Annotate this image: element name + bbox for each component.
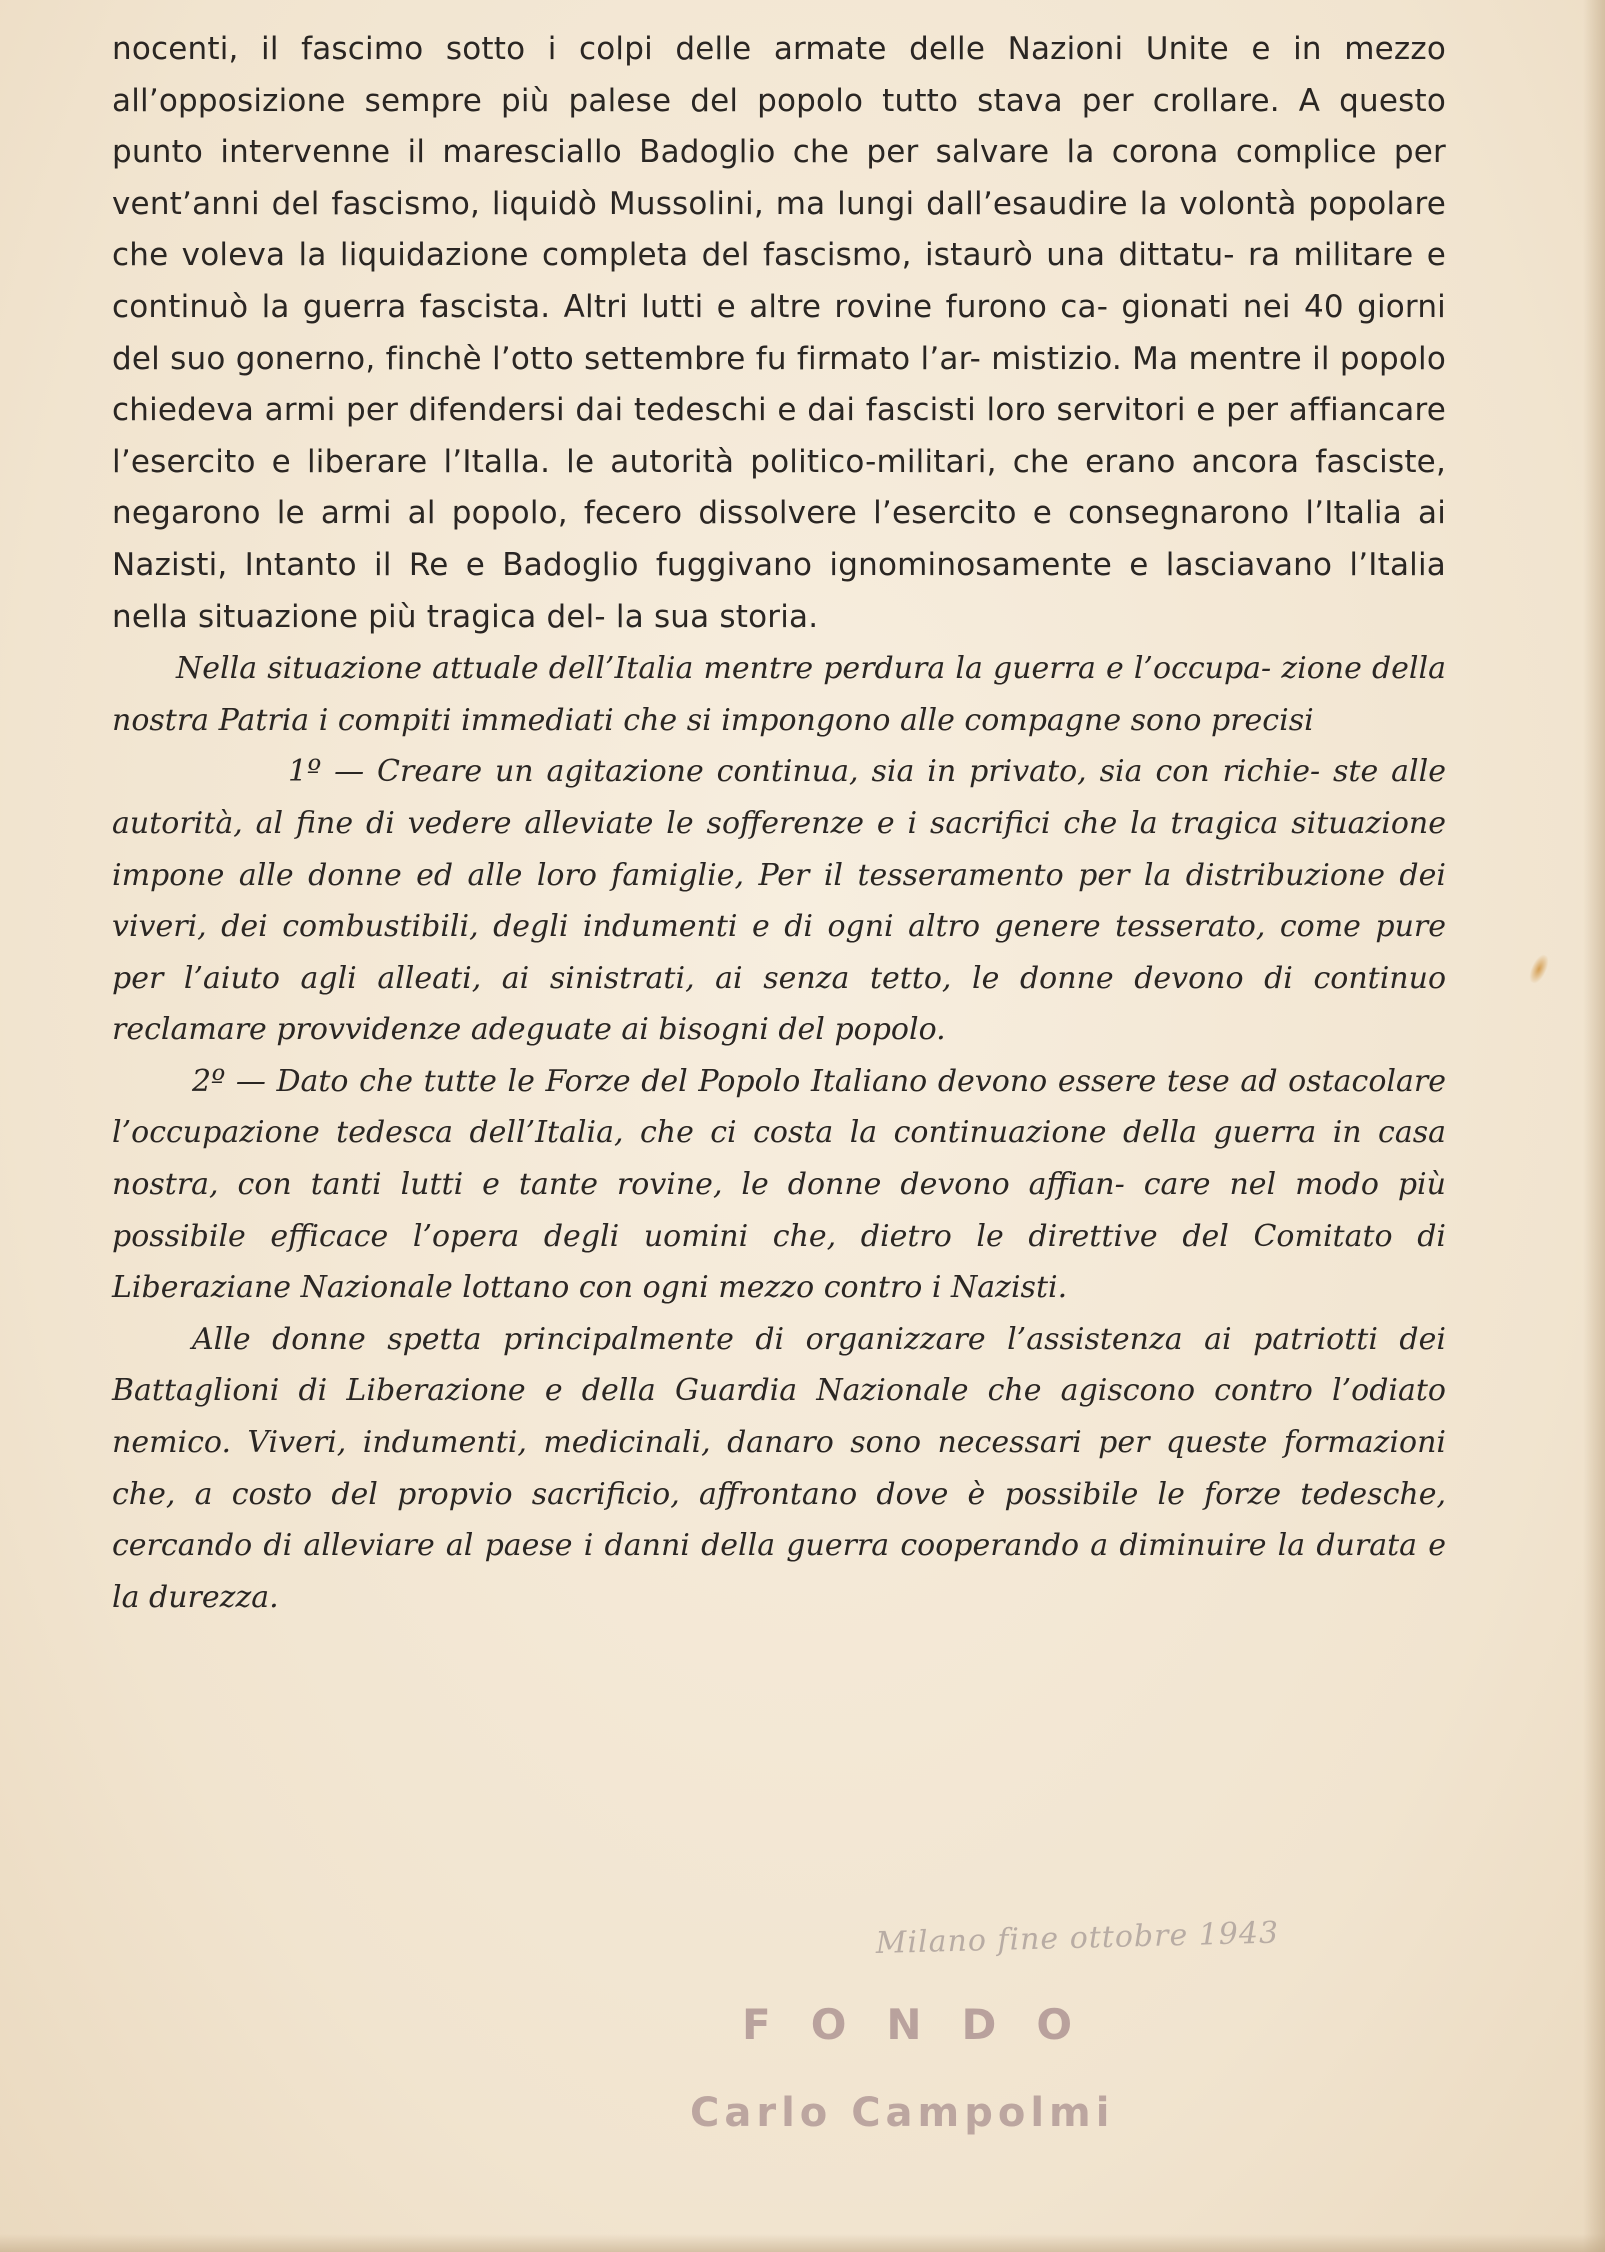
text-line: del Comitato di Liberaziane Nazionale lottano con ogni mezzo contro i Nazisti. bbox=[112, 1218, 1447, 1306]
text-line: gionati nei 40 giorni del suo gonerno, finchè l’otto settembre fu firmato l’ar- bbox=[112, 288, 1446, 377]
text-line: politico-militari, che erano ancora fasciste, negarono le armi al popolo, fecero bbox=[112, 443, 1446, 532]
text-line: l’odiato nemico. Viveri, indumenti, medicinali, danaro sono necessari per queste bbox=[112, 1373, 1446, 1461]
text-line: tragica situazione impone alle donne ed alle loro famiglie, Per il tesseramento bbox=[112, 805, 1446, 893]
text-line: fuggivano ignominosamente e lasciavano l’Italia nella situazione più tragica del- bbox=[112, 546, 1446, 635]
text-line: zione della nostra Patria i compiti immediati che si impongono alle compagne bbox=[112, 651, 1446, 738]
document-body bbox=[112, 24, 1446, 1623]
text-line: ra militare e continuò la guerra fascista. Altri lutti e altre rovine furono ca- bbox=[112, 237, 1447, 325]
text-line: formazioni che, a costo del propvio sacrificio, affrontano dove è possibile le bbox=[112, 1425, 1446, 1512]
text-line: ostacolare l’occupazione tedesca dell’Italia, che ci costa la continuazione della bbox=[112, 1063, 1446, 1151]
text-line: Alle donne spetta principalmente di organizzare l’assistenza ai patriotti bbox=[192, 1321, 1378, 1357]
text-line: popolo. bbox=[834, 1012, 946, 1048]
paper-stain bbox=[1526, 952, 1551, 985]
paragraph bbox=[112, 643, 1446, 746]
paragraph bbox=[112, 1314, 1446, 1624]
text-line: care nel modo più possibile efficace l’opera degli uomini che, dietro le direttive bbox=[112, 1167, 1446, 1254]
text-line: dissolvere l’esercito e consegnarono l’Italia ai Nazisti, Intanto il Re e Badoglio bbox=[112, 495, 1447, 583]
text-line: Nella situazione attuale dell’Italia mentre perdura la guerra e l’occupa- bbox=[176, 651, 1272, 687]
text-line: la sua storia. bbox=[615, 598, 819, 635]
text-line: le donne devono di continuo reclamare provvidenze adeguate ai bisogni del bbox=[112, 960, 1447, 1048]
handwritten-note: Milano fine ottobre 1943 bbox=[875, 1915, 1280, 1962]
text-line: per la distribuzione dei viveri, dei combustibili, degli indumenti e di ogni altro bbox=[112, 857, 1446, 945]
text-line: forze tedesche, cercando di alleviare al paese i danni della guerra cooperando bbox=[112, 1476, 1446, 1564]
text-line: guerra in casa nostra, con tanti lutti e tante rovine, le donne devono affian- bbox=[112, 1115, 1447, 1203]
text-line: 2º — Dato che tutte le Forze del Popolo Italiano devono essere tese ad bbox=[192, 1063, 1278, 1099]
archive-stamp-fondo: FONDO bbox=[742, 2000, 1113, 2049]
text-line: fascisti loro servitori e per affiancare l’esercito e liberare l’Italla. le autorità bbox=[112, 392, 1446, 480]
text-line: a diminuire la durata e la durezza. bbox=[112, 1528, 1446, 1615]
text-line: all’opposizione sempre più palese del popolo tutto stava per crollare. A questo bbox=[112, 82, 1446, 119]
text-line: nocenti, il fascimo sotto i colpi delle armate delle Nazioni Unite e in mezzo bbox=[112, 31, 1446, 67]
text-line: dei Battaglioni di Liberazione e della Guardia Nazionale che agiscono contro bbox=[112, 1321, 1446, 1409]
paper-edge-right bbox=[1583, 0, 1605, 2252]
text-line: ste alle autorità, al fine di vedere alleviate le sofferenze e i sacrifici che la bbox=[112, 754, 1446, 841]
text-line: punto intervenne il maresciallo Badoglio che per salvare la corona complice bbox=[112, 134, 1377, 171]
paragraph bbox=[112, 746, 1446, 1056]
text-line: 1º — Creare un agitazione continua, sia in privato, sia con richie- bbox=[288, 754, 1321, 790]
paper-edge-bottom bbox=[0, 2234, 1605, 2252]
text-line: popolare che voleva la liquidazione completa del fascismo, istaurò una dittatu- bbox=[112, 185, 1446, 274]
text-line: genere tesserato, come pure per l’aiuto agli alleati, ai sinistrati, ai senza tetto, bbox=[112, 909, 1446, 996]
paragraph bbox=[112, 24, 1446, 643]
text-line: per vent’anni del fascismo, liquidò Mussolini, ma lungi dall’esaudire la volontà bbox=[112, 134, 1447, 222]
archive-stamp-name: Carlo Campolmi bbox=[690, 2090, 1115, 2136]
text-line: mistizio. Ma mentre il popolo chiedeva armi per difendersi dai tedeschi e dai bbox=[112, 340, 1446, 429]
text-line: sono precisi bbox=[1130, 702, 1314, 738]
paragraph bbox=[112, 1056, 1446, 1314]
